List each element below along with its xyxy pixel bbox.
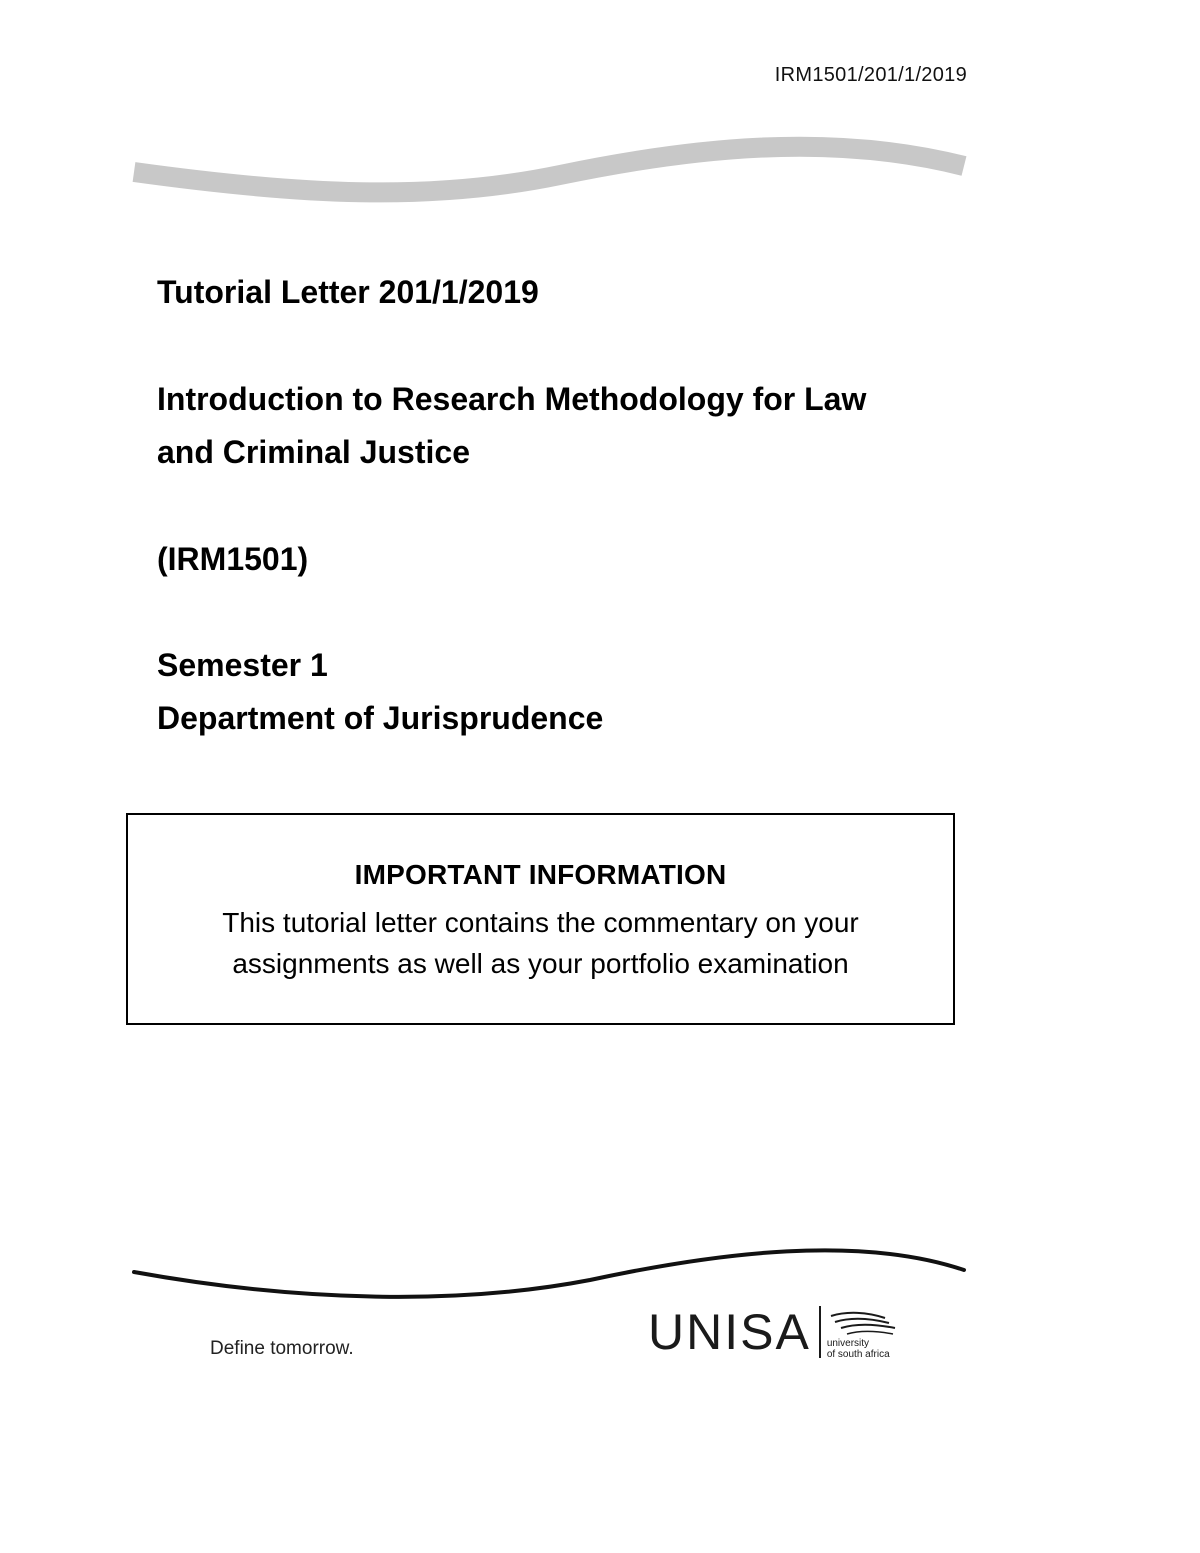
logo-divider (819, 1306, 821, 1358)
top-wave-decoration (0, 120, 1200, 220)
unisa-logo (648, 1300, 899, 1364)
logo-subtitle-line-2: of south africa (826, 1349, 890, 1360)
course-title-line-1: Introduction to Research Methodology for Law (157, 381, 867, 417)
logo-subtitle-line-1: university (826, 1338, 870, 1349)
info-body-line-2: assignments as well as your portfolio examination (232, 948, 849, 979)
logo-emblem (827, 1304, 899, 1360)
important-information-body (128, 902, 953, 984)
course-code: (IRM1501) (157, 541, 309, 577)
department-label: Department of Jurisprudence (157, 700, 604, 736)
important-information-heading: IMPORTANT INFORMATION (354, 859, 727, 890)
course-title-line-2: and Criminal Justice (157, 434, 470, 470)
tagline: Define tomorrow. (210, 1338, 354, 1359)
tutorial-letter-title: Tutorial Letter 201/1/2019 (157, 274, 539, 310)
semester-label: Semester 1 (157, 647, 328, 683)
info-body-line-1: This tutorial letter contains the commentary on your (222, 907, 859, 938)
logo-wordmark: UNISA (648, 1304, 811, 1360)
unisa-wing-icon (827, 1310, 899, 1338)
document-reference: IRM1501/201/1/2019 (774, 64, 967, 86)
important-information-box (126, 813, 955, 1025)
course-title (157, 373, 866, 479)
bottom-wave-decoration (0, 1230, 1200, 1310)
